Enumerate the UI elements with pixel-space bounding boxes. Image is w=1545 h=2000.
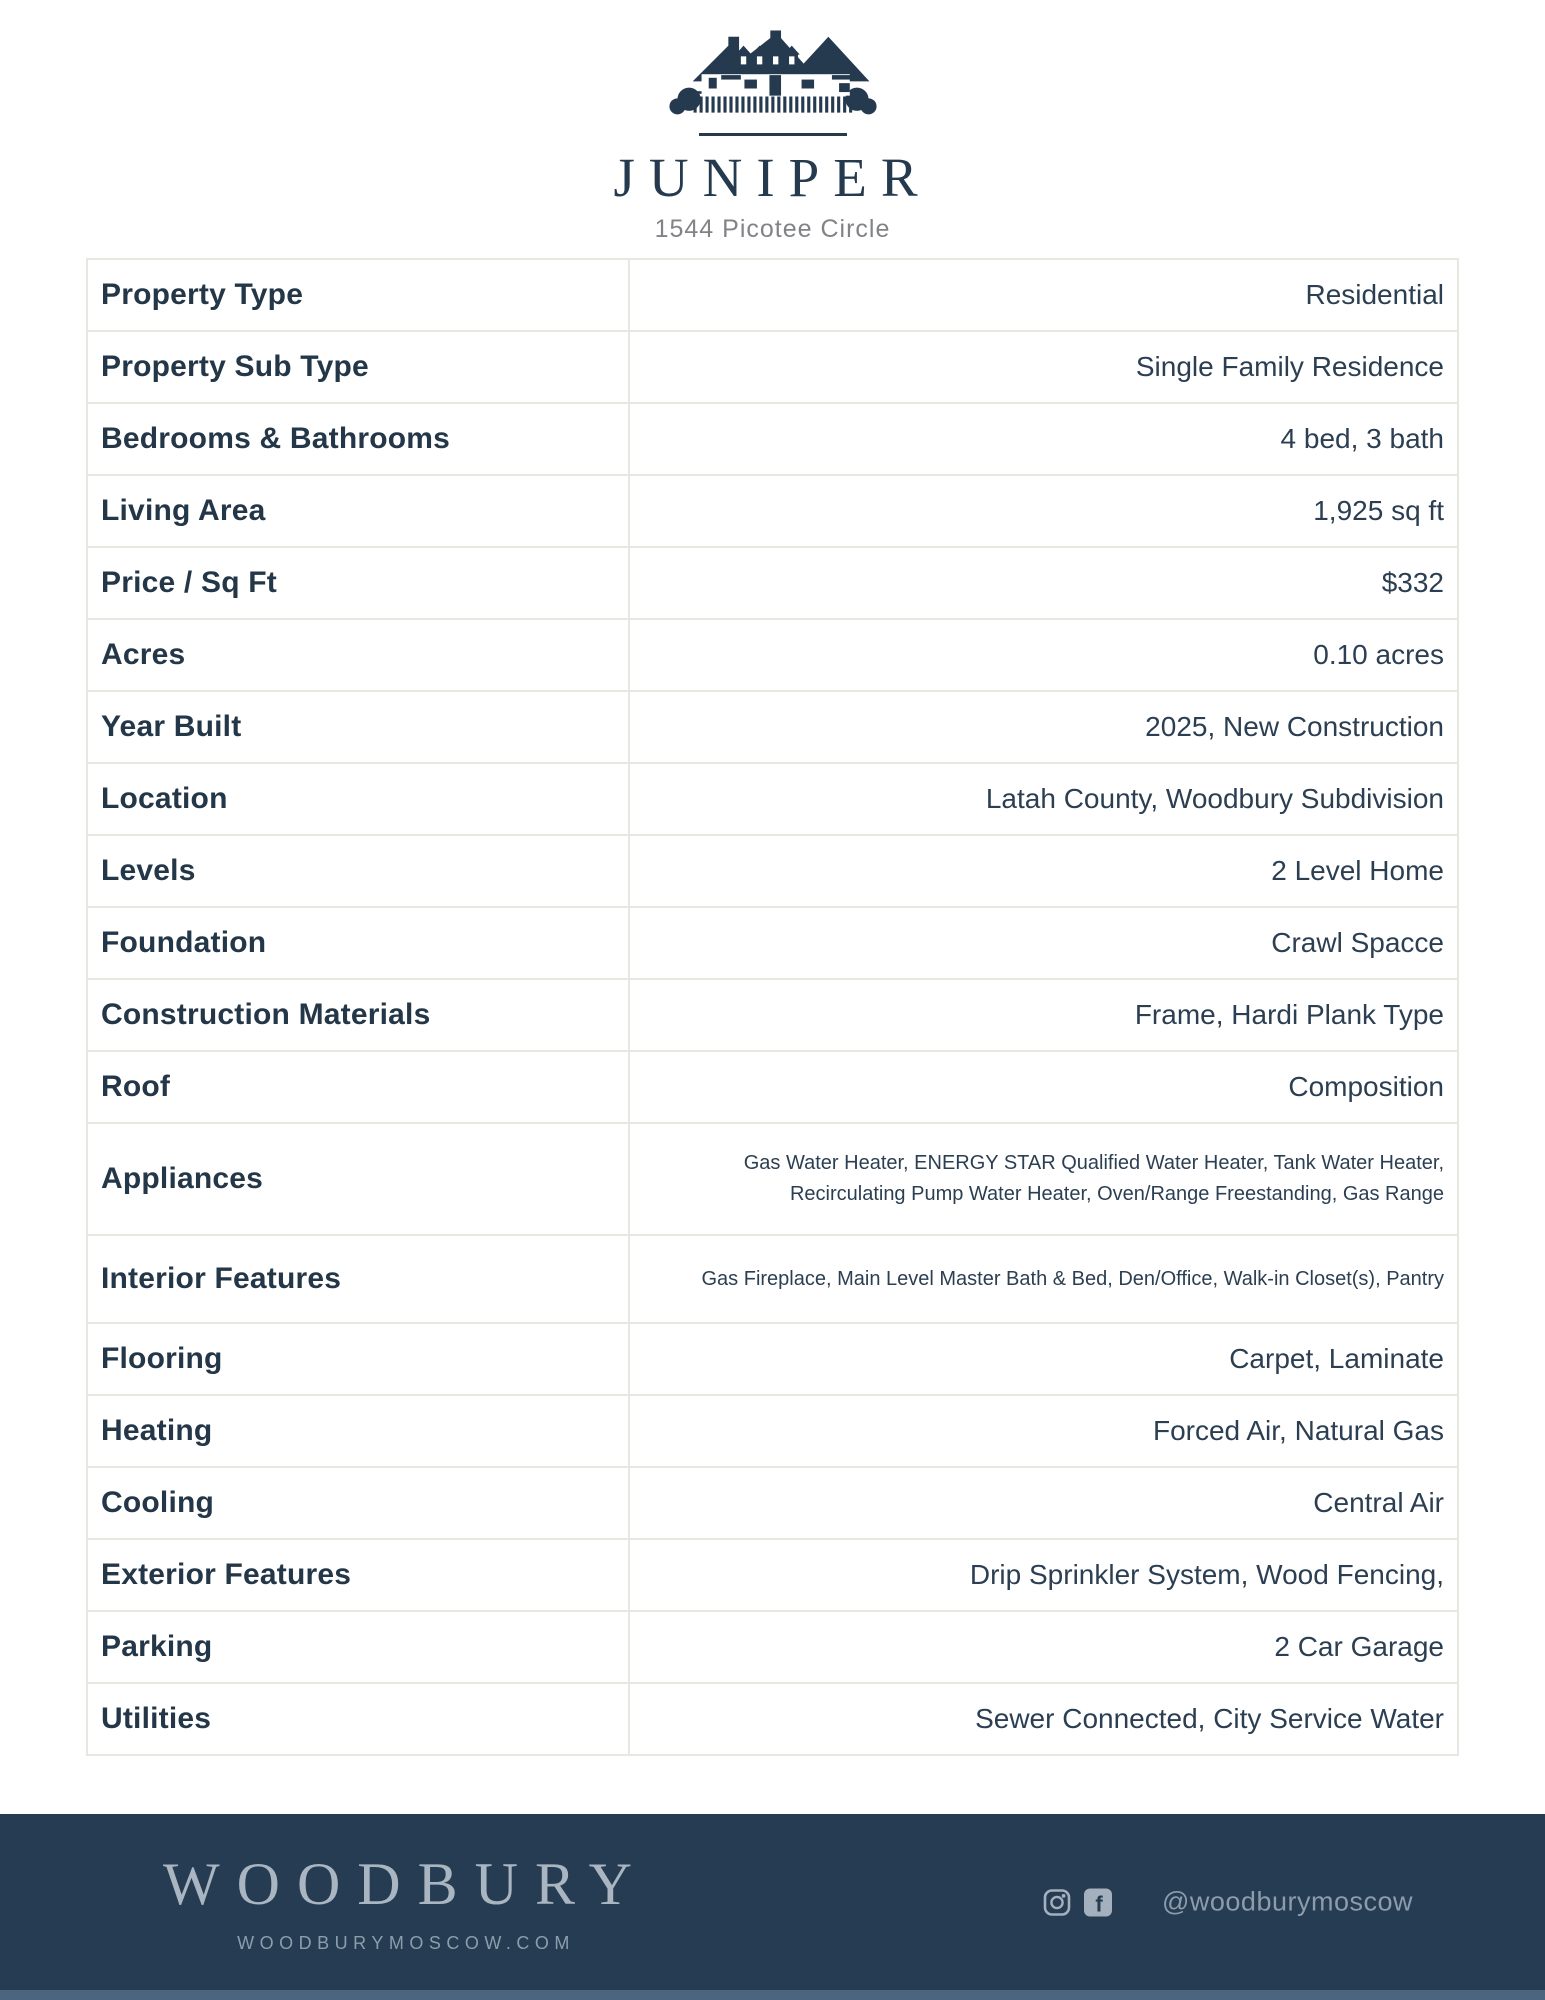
table-row (88, 1396, 1457, 1468)
social-handle: @woodburymoscow (1161, 1886, 1413, 1917)
row-label: Bedrooms & Bathrooms (101, 422, 451, 455)
table-row (88, 836, 1457, 908)
row-value: Sewer Connected, City Service Water (628, 1684, 1457, 1754)
row-label: Heating (101, 1414, 213, 1447)
house-logo (665, 26, 881, 136)
table-row (88, 764, 1457, 836)
row-value: Gas Water Heater, ENERGY STAR Qualified Water Heater, Tank Water Heater, Recirculating Pump Water Heater, Oven/Range Freestanding, Gas Range (628, 1124, 1457, 1234)
row-label: Living Area (101, 494, 266, 527)
row-value: 2 Car Garage (628, 1612, 1457, 1682)
website-url: WOODBURYMOSCOW.COM (237, 1933, 575, 1953)
row-label: Property Type (101, 278, 304, 311)
property-spec-table (86, 258, 1459, 1756)
row-label: Parking (101, 1630, 213, 1663)
row-value: Frame, Hardi Plank Type (628, 980, 1457, 1050)
row-value: $332 (628, 548, 1457, 618)
row-label: Location (101, 782, 228, 815)
row-label: Exterior Features (101, 1558, 352, 1591)
house-logo-illustration (665, 26, 881, 126)
table-row (88, 980, 1457, 1052)
logo-underline (699, 133, 847, 136)
row-value: Single Family Residence (628, 332, 1457, 402)
row-value: Composition (628, 1052, 1457, 1122)
row-value: Crawl Spacce (628, 908, 1457, 978)
table-row (88, 404, 1457, 476)
row-value: Residential (628, 260, 1457, 330)
table-row (88, 1236, 1457, 1324)
table-row (88, 692, 1457, 764)
table-row (88, 476, 1457, 548)
table-row (88, 620, 1457, 692)
table-row (88, 1684, 1457, 1754)
row-value: Central Air (628, 1468, 1457, 1538)
row-label: Utilities (101, 1702, 212, 1735)
row-value: Carpet, Laminate (628, 1324, 1457, 1394)
table-row (88, 1612, 1457, 1684)
row-label: Foundation (101, 926, 267, 959)
row-label: Levels (101, 854, 196, 887)
row-label: Year Built (101, 710, 242, 743)
row-label: Property Sub Type (101, 350, 369, 383)
row-value: 4 bed, 3 bath (628, 404, 1457, 474)
row-value: Forced Air, Natural Gas (628, 1396, 1457, 1466)
footer-brand-block (163, 1850, 649, 1954)
row-label: Roof (101, 1070, 171, 1103)
row-value: Latah County, Woodbury Subdivision (628, 764, 1457, 834)
row-value: 2 Level Home (628, 836, 1457, 906)
bottom-accent-strip (0, 1990, 1545, 2000)
page-title: JUNIPER (613, 147, 932, 208)
row-value: Gas Fireplace, Main Level Master Bath & Bed, Den/Office, Walk-in Closet(s), Pantry (628, 1236, 1457, 1322)
row-value: Drip Sprinkler System, Wood Fencing, (628, 1540, 1457, 1610)
table-row (88, 260, 1457, 332)
table-row (88, 548, 1457, 620)
table-row (88, 1124, 1457, 1236)
row-label: Appliances (101, 1162, 264, 1195)
table-row (88, 1540, 1457, 1612)
table-row (88, 1324, 1457, 1396)
footer-social-block (1043, 1887, 1413, 1918)
table-row (88, 1052, 1457, 1124)
row-label: Construction Materials (101, 998, 431, 1031)
row-label: Cooling (101, 1486, 215, 1519)
svg-text:f: f (1095, 1891, 1103, 1916)
property-address: 1544 Picotee Circle (654, 215, 891, 243)
row-value: 1,925 sq ft (628, 476, 1457, 546)
facebook-icon (1084, 1888, 1112, 1916)
row-label: Acres (101, 638, 186, 671)
table-row (88, 332, 1457, 404)
row-value: 0.10 acres (628, 620, 1457, 690)
row-label: Interior Features (101, 1262, 342, 1295)
header (0, 0, 1545, 244)
footer (0, 1814, 1545, 1990)
row-label: Price / Sq Ft (101, 566, 277, 599)
table-row (88, 1468, 1457, 1540)
row-value: 2025, New Construction (628, 692, 1457, 762)
instagram-icon (1043, 1888, 1071, 1916)
table-row (88, 908, 1457, 980)
brand-name: WOODBURY (163, 1851, 650, 1917)
row-label: Flooring (101, 1342, 223, 1375)
